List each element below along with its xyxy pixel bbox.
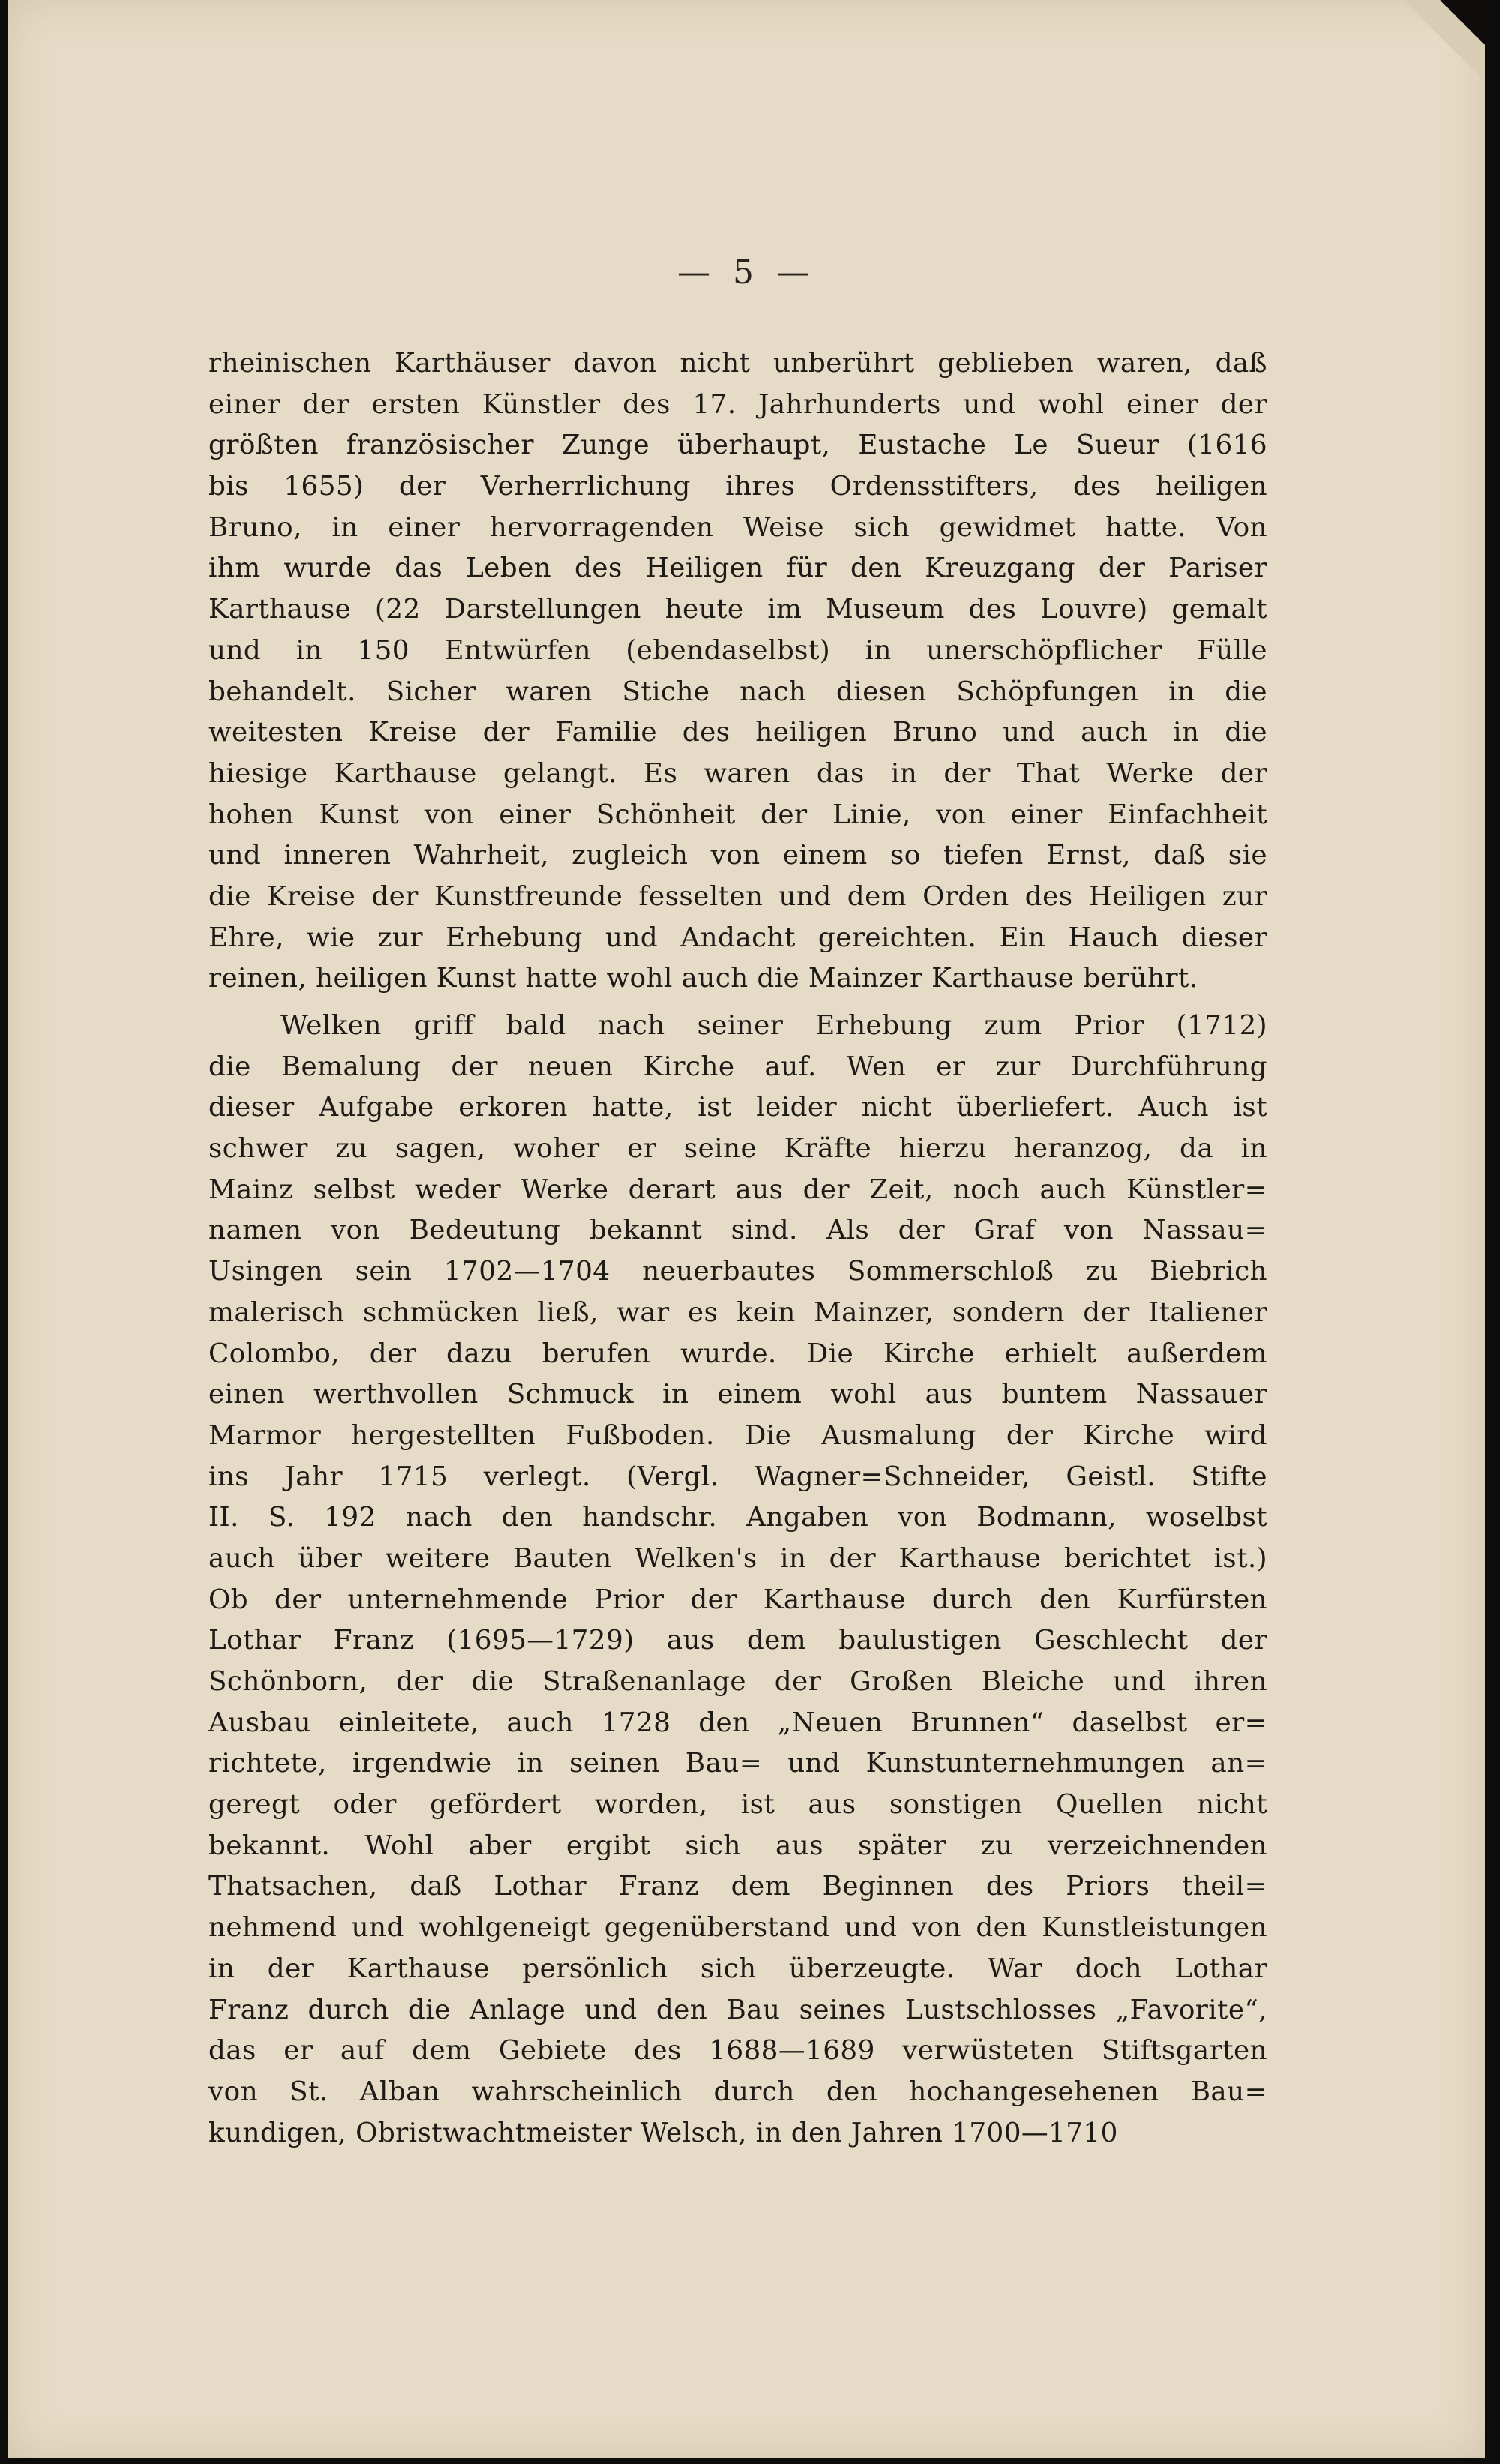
text-line: schwer zu sagen, woher er seine Kräfte hierzu heranzog, da in [208,1133,1268,1165]
text-line: auch über weitere Bauten Welken's in der Karthause berichtet ist.) [208,1542,1268,1574]
text-line: das er auf dem Gebiete des 1688—1689 verwüsteten Stiftsgarten [208,2035,1268,2067]
text-line: ihm wurde das Leben des Heiligen für den Kreuzgang der Pariser [208,553,1268,584]
text-line: in der Karthause persönlich sich überzeugte. War doch Lothar [208,1953,1268,1984]
text-line: richtete, irgendwie in seinen Bau= und Kunstunternehmungen an= [208,1748,1268,1779]
text-line: Ehre, wie zur Erhebung und Andacht gereichten. Ein Hauch dieser [208,922,1268,953]
text-line: Marmor hergestellten Fußboden. Die Ausmalung der Kirche wird [208,1419,1268,1451]
text-line: rheinischen Karthäuser davon nicht unberührt geblieben waren, daß [208,348,1268,379]
text-line: Welken griff bald nach seiner Erhebung zum Prior (1712) [280,1010,1268,1041]
text-line: II. S. 192 nach den handschr. Angaben von Bodmann, woselbst [208,1502,1268,1533]
text-line: einer der ersten Künstler des 17. Jahrhunderts und wohl einer der [208,388,1268,420]
text-line: hiesige Karthause gelangt. Es waren das in der That Werke der [208,757,1268,789]
text-line: reinen, heiligen Kunst hatte wohl auch die Mainzer Karthause berührt. [208,963,1198,994]
page-number: — 5 — [677,253,815,292]
text-line: Ob der unternehmende Prior der Karthause durch den Kurfürsten [208,1584,1268,1615]
text-line: Colombo, der dazu berufen wurde. Die Kirche erhielt außerdem [208,1338,1268,1369]
text-line: Franz durch die Anlage und den Bau seines Lustschlosses „Favorite“, [208,1994,1268,2025]
text-line: Thatsachen, daß Lothar Franz dem Beginnen des Priors theil= [208,1871,1268,1902]
text-line: größten französischer Zunge überhaupt, Eustache Le Sueur (1616 [208,430,1268,461]
text-line: und in 150 Entwürfen (ebendaselbst) in unerschöpflicher Fülle [208,634,1268,666]
text-line: Bruno, in einer hervorragenden Weise sich gewidmet hatte. Von [208,511,1268,543]
body-text [208,343,1268,2154]
text-line: malerisch schmücken ließ, war es kein Mainzer, sondern der Italiener [208,1296,1268,1328]
text-line: behandelt. Sicher waren Stiche nach diesen Schöpfungen in die [208,676,1268,707]
paragraph-2 [208,1006,1268,2154]
text-line: Mainz selbst weder Werke derart aus der Zeit, noch auch Künstler= [208,1174,1268,1205]
text-line: die Bemalung der neuen Kirche auf. Wen er zur Durchführung [208,1051,1268,1082]
text-line: die Kreise der Kunstfreunde fesselten und dem Orden des Heiligen zur [208,880,1268,912]
text-line: Schönborn, der die Straßenanlage der Großen Bleiche und ihren [208,1666,1268,1697]
text-line: bekannt. Wohl aber ergibt sich aus später zu verzeichnenden [208,1830,1268,1861]
text-line: nehmend und wohlgeneigt gegenüberstand und von den Kunstleistungen [208,1912,1268,1944]
text-line: namen von Bedeutung bekannt sind. Als der Graf von Nassau= [208,1215,1268,1246]
text-line: Ausbau einleitete, auch 1728 den „Neuen Brunnen“ daselbst er= [208,1707,1268,1738]
paragraph-1 [208,343,1268,1000]
folded-corner [1372,0,1485,112]
text-line: hohen Kunst von einer Schönheit der Linie, von einer Einfachheit [208,799,1268,830]
text-line: geregt oder gefördert worden, ist aus sonstigen Quellen nicht [208,1789,1268,1821]
text-line: dieser Aufgabe erkoren hatte, ist leider nicht überliefert. Auch ist [208,1092,1268,1123]
book-page [8,0,1485,2458]
text-line: kundigen, Obristwachtmeister Welsch, in den Jahren 1700—1710 [208,2117,1118,2148]
text-line: und inneren Wahrheit, zugleich von einem so tiefen Ernst, daß sie [208,840,1268,871]
text-line: von St. Alban wahrscheinlich durch den hochangesehenen Bau= [208,2076,1268,2107]
text-line: weitesten Kreise der Familie des heiligen Bruno und auch in die [208,717,1268,748]
text-line: Usingen sein 1702—1704 neuerbautes Sommerschloß zu Biebrich [208,1256,1268,1287]
text-line: Karthause (22 Darstellungen heute im Museum des Louvre) gemalt [208,594,1268,625]
text-line: einen werthvollen Schmuck in einem wohl aus buntem Nassauer [208,1379,1268,1410]
text-line: ins Jahr 1715 verlegt. (Vergl. Wagner=Schneider, Geistl. Stifte [208,1461,1268,1492]
text-line: bis 1655) der Verherrlichung ihres Ordensstifters, des heiligen [208,471,1268,502]
text-line: Lothar Franz (1695—1729) aus dem baulustigen Geschlecht der [208,1625,1268,1656]
